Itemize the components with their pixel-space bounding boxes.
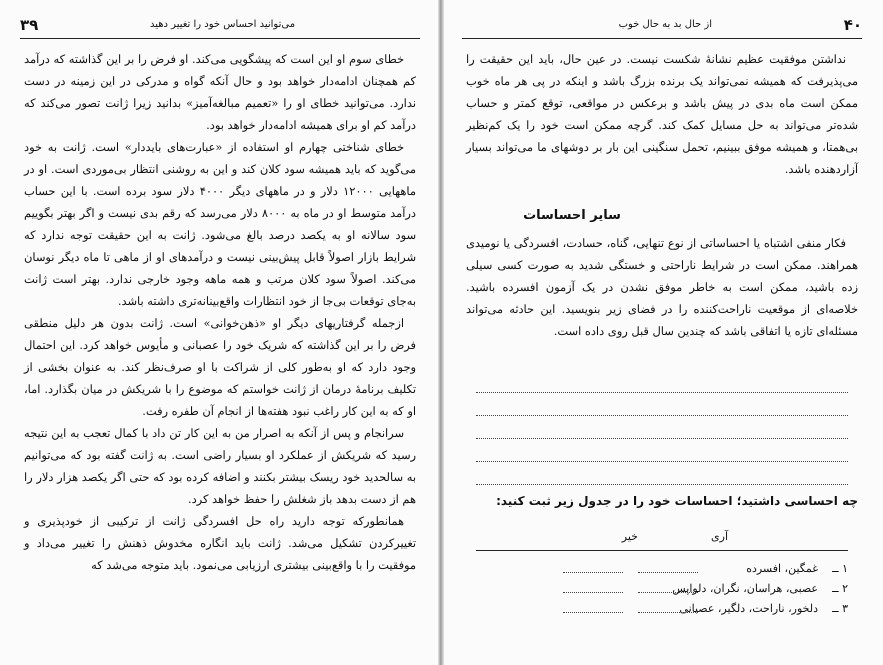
writing-lines[interactable] (476, 370, 848, 485)
dotted-line[interactable] (476, 416, 848, 439)
paragraph: سرانجام و پس از آنکه به اصرار من به این کار تن داد با کمال تعجب به این نتیجه رسید که شریکش از عملکرد او بسیار راضی است. به ژانت گفته بود که می‌توانیم به سالحدید خود ریسک بیشتر بکنند و اضافه کرده بود که حتی اگر یکصد هزار دلار را هم از دست بدهد باز شغلش را حفظ خواهد کرد. (24, 426, 416, 506)
left-page-header (20, 16, 420, 39)
dotted-line[interactable] (476, 462, 848, 485)
answer-blank-no[interactable] (563, 572, 623, 573)
answer-blank-yes[interactable] (638, 612, 698, 613)
table-question: چه احساسی داشتید؛ احساسات خود را در جدول زیر ثبت کنید: (496, 494, 858, 508)
book-gutter (438, 0, 444, 665)
paragraph: همانطورکه توجه دارید راه حل افسردگی ژانت از ترکیبی از خودپذیری و تغییرکردن تشکیل می‌شد. ژانت باید انگاره مخدوش ذهنش را تغییر می‌داد و موفقیت را با واقع‌بینی بیشتری ارزیابی می‌نمود. باید متوجه می‌شد که (24, 514, 416, 572)
row-label: غمگین، افسرده (746, 562, 818, 575)
right-page-header (462, 16, 862, 39)
table-row (476, 582, 848, 602)
running-title: از حال بد به حال خوب (618, 19, 712, 30)
row-label: دلخور، ناراحت، دلگیر، عصبانی (679, 602, 818, 615)
table-row (476, 562, 848, 582)
section-body (466, 232, 858, 342)
left-page-body (24, 48, 416, 576)
row-label: عصبی، هراسان، نگران، دلواپس (672, 582, 818, 595)
row-number: ۲ ــ (832, 582, 848, 595)
page-number: ۳۹ (20, 16, 39, 34)
paragraph: خطای شناختی چهارم او استفاده از «عبارت‌های بایددار» است. ژانت به خود می‌گوید که باید همیشه سود کلان کند و این به روشنی انتظار بی‌موردی است. او در ماههایی ۱۲۰۰۰ دلار و در ماههای دیگر ۴۰۰۰ دلار سود برده است. با این حساب درآمد متوسط او در ماه به ۸۰۰۰ دلار می‌رسد که رقم بدی نیست و اگر بهتر بگوییم سود سالانه او به یکصد درصد بالغ می‌شود. ژانت به این حقیقت توجه ندارد که شرایط بازار اصولاً قابل پیش‌بینی نیست و درآمدهای او از ماهی تا ماه دیگر نوسان می‌کند. اصولاً سود کلان مرتب و همه ماهه وجود خارجی ندارد. بهتر است ژانت به‌جای توقعات بی‌جا از خود انتظارات واقع‌بینانه‌تری داشته باشد. (24, 140, 416, 308)
dotted-line[interactable] (476, 439, 848, 462)
paragraph: خطای سوم او این است که پیشگویی می‌کند. او فرض را بر این گذاشته که درآمد کم همچنان ادامه‌دار خواهد بود و حال آنکه گواه و مدرکی در این زمینه در دست ندارد. می‌توانید خطای او را «تعمیم مبالغه‌آمیز» بدانید زیرا ژانت تصور می‌کند که درآمد کم او برای همیشه ادامه‌دار خواهد بود. (24, 52, 416, 132)
table-row (476, 602, 848, 622)
answer-blank-no[interactable] (563, 592, 623, 593)
paragraph: نداشتن موفقیت عظیم نشانهٔ شکست نیست. در عین حال، باید این حقیقت را می‌پذیرفت که همیشه نمی‌تواند یک برنده بزرگ باشد و اینکه در پی هر ماه خوب ممکن است ماه بدی در پیش باشد و برعکس در مواقعی، توقع کمتر و حساب شده‌تر می‌تواند به حل مسایل کمک کند. گرچه ممکن است خود را یک کم‌نظیر بی‌همتا، و همیشه موفق ببینیم، تحمل سنگینی این بار بر دوشهای ما می‌تواند بسیار آزاردهنده باشد. (466, 52, 858, 176)
paragraph: فکار منفی اشتباه یا احساساتی از نوع تنهایی، گناه، حسادت، افسردگی یا نومیدی همراهند. ممکن است در شرایط ناراحتی و خستگی شدید به صورت کسی سیلی زده باشید، ممکن است به خاطر موفق نشدن در یک آزمون افسرده باشید. خلاصه‌ای از موقعیت ناراحت‌کننده را در فضای زیر بنویسید. این حادثه می‌تواند مسئله‌ای تازه یا اتفاقی باشد که چندین سال قبل روی داده است. (466, 236, 858, 338)
table-rule (476, 550, 848, 551)
dotted-line[interactable] (476, 393, 848, 416)
right-page-intro (466, 48, 858, 180)
dotted-line[interactable] (476, 370, 848, 393)
running-title: می‌توانید احساس خود را تغییر دهید (150, 19, 296, 30)
right-page (452, 0, 872, 665)
row-number: ۱ ــ (832, 562, 848, 575)
section-heading: سایر احساسات (523, 208, 621, 223)
answer-blank-yes[interactable] (638, 592, 698, 593)
page-number: ۴۰ (843, 16, 862, 34)
column-header-no: خیر (621, 530, 638, 543)
column-header-yes: آری (711, 530, 728, 543)
left-page (10, 0, 430, 665)
row-number: ۳ ــ (832, 602, 848, 615)
answer-blank-yes[interactable] (638, 572, 698, 573)
paragraph: ازجمله گرفتاریهای دیگر او «ذهن‌خوانی» است. ژانت بدون هر دلیل منطقی فرض را بر این گذاشته که شریک خود را عصبانی و مأیوس خواهد کرد. این احتمال وجود دارد که او به‌طور کلی از شراکت با او صرف‌نظر کند. به عنوان بخشی از تکلیف برنامهٔ درمان از ژانت خواستم که موضوع را با شریکش در میان بگذارد. اما، او که به این کار راغب نبود هفته‌ها از انجام آن طفره رفت. (24, 316, 416, 418)
answer-blank-no[interactable] (563, 612, 623, 613)
